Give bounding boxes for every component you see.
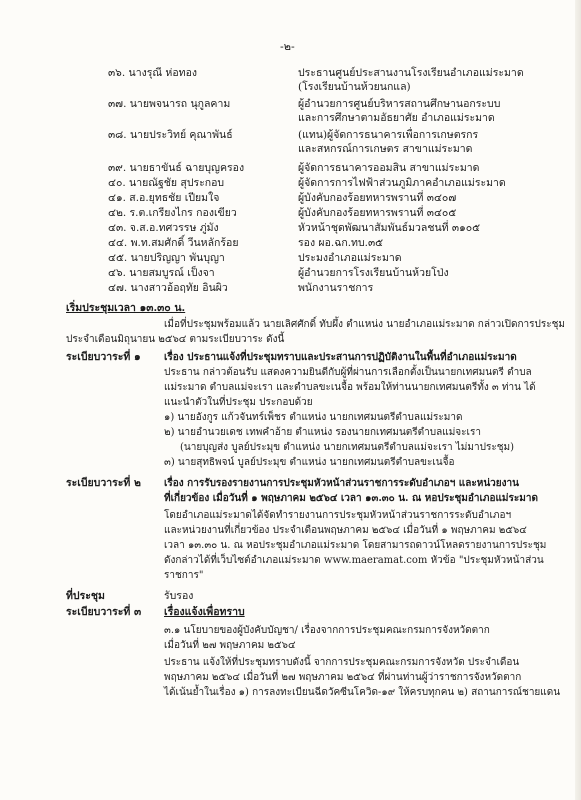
attendee-position: ผู้อำนวยการศูนย์บริหารสถานศึกษานอกระบบ	[298, 98, 501, 110]
agenda-2-text: โดยอำเภอแม่ระมาดได้จัดทำรายงานการประชุมหัวหน้าส่วนราชการระดับอำเภอฯ	[164, 510, 512, 521]
agenda-1-text: แนะนำตัวในที่ประชุม ประกอบด้วย	[164, 397, 313, 408]
meeting-result-label: ที่ประชุม	[66, 590, 105, 602]
agenda-3-text: ๓.๑ นโยบายของผู้บังคับบัญชา/ เรื่องจากการประชุมคณะกรมการจังหวัดตาก	[164, 625, 490, 636]
meeting-start-text: เมื่อที่ประชุมพร้อมแล้ว นายเลิศศักดิ์ ทับผึ้ง ตำแหน่ง นายอำเภอแม่ระมาด กล่าวเปิดการประชุม	[164, 319, 565, 330]
meeting-result-value: รับรอง	[164, 590, 194, 602]
agenda-1-text: ๒) นายอำนวยเดช เทพคำอ้าย ตำแหน่ง รองนายกเทศมนตรีตำบลแม่จะเรา	[164, 427, 481, 438]
agenda-1-text: ๑) นายอังกูร แก้วจันทร์เพ็ชร ตำแหน่ง นายกเทศมนตรีตำบลแม่ระมาด	[164, 412, 463, 423]
agenda-3-title: เรื่องแจ้งเพื่อทราบ	[164, 606, 245, 618]
attendee-name: ๔๓. จ.ส.อ.ทศวรรษ ภู่มัง	[108, 222, 219, 234]
agenda-3-text: เมื่อวันที่ ๒๗ พฤษภาคม ๒๕๖๔	[164, 640, 296, 651]
agenda-3-text: ประธาน แจ้งให้ที่ประชุมทราบดังนี้ จากการประชุมคณะกรมการจังหวัด ประจำเดือน	[164, 657, 520, 668]
agenda-2-label: ระเบียบวาระที่ ๒	[66, 477, 141, 489]
agenda-2-text: ดังกล่าวได้ที่เว็บไซต์อำเภอแม่ระมาด www.maeramat.com หัวข้อ "ประชุมหัวหน้าส่วน	[164, 555, 544, 566]
attendee-name: ๓๙. นายธาขันธ์ ฉายบุญครอง	[108, 162, 245, 174]
agenda-1-title: เรื่อง ประธานแจ้งที่ประชุมทราบและประสานการปฏิบัติงานในพื้นที่อำเภอแม่ระมาด	[164, 352, 517, 363]
attendee-name: ๔๒. ร.ต.เกรียงไกร กองเขียว	[108, 207, 237, 219]
attendee-name: ๓๖. นางรุณี ห่อทอง	[108, 67, 198, 79]
agenda-1-text: แม่ระมาด ตำบลแม่จะเรา และตำบลขะเนจื้อ พร้อมให้ท่านนายกเทศมนตรีทั้ง ๓ ท่าน ได้	[164, 382, 536, 393]
attendee-position: ผู้จัดการธนาคารออมสิน สาขาแม่ระมาด	[298, 162, 480, 174]
attendee-position: ผู้บังคับกองร้อยทหารพรานที่ ๓๔๐๕	[298, 207, 457, 219]
agenda-2-title: เรื่อง การรับรองรายงานการประชุมหัวหน้าส่วนราชการระดับอำเภอฯ และหน่วยงาน	[164, 478, 519, 489]
agenda-3-text: พฤษภาคม ๒๕๖๔ เมื่อวันที่ ๒๗ พฤษภาคม ๒๕๖๔ ที่ผ่านท่านผู้ว่าราชการจังหวัดตาก	[164, 672, 522, 683]
agenda-2-text: เวลา ๑๓.๓๐ น. ณ หอประชุมอำเภอแม่ระมาด โดยสามารถดาวน์โหลดรายงานการประชุม	[164, 540, 547, 551]
attendee-name: ๓๗. นายพจนารถ นุกูลคาม	[108, 98, 231, 110]
agenda-1-label: ระเบียบวาระที่ ๑	[66, 351, 141, 363]
attendee-position: ผู้อำนวยการโรงเรียนบ้านห้วยโป่ง	[298, 267, 449, 279]
attendee-position: (แทน)ผู้จัดการธนาคารเพื่อการเกษตรกร	[298, 129, 479, 141]
attendee-position: และการศึกษาตามอัธยาศัย อำเภอแม่ระมาด	[298, 112, 495, 124]
agenda-2-title: ที่เกี่ยวข้อง เมื่อวันที่ ๑ พฤษภาคม ๒๕๖๔ เวลา ๑๓.๓๐ น. ณ หอประชุมอำเภอแม่ระมาด	[164, 493, 538, 504]
attendee-name: ๔๗. นางสาวอ้อฤทัย อินผิว	[108, 282, 228, 294]
attendee-name: ๔๐. นายณัฐชัย สุประกอบ	[108, 177, 225, 189]
attendee-position: ผู้บังคับกองร้อยทหารพรานที่ ๓๔๐๗	[298, 192, 457, 204]
agenda-3-text: ได้เน้นย้ำในเรื่อง ๑) การลงทะเบียนฉีดวัคซีนโควิด-๑๙ ให้ครบทุกคน ๒) สถานการณ์ชายแดน	[164, 687, 561, 698]
attendee-position: ประมงอำเภอแม่ระมาด	[298, 252, 402, 264]
agenda-3-label: ระเบียบวาระที่ ๓	[66, 606, 142, 618]
attendee-name: ๔๖. นายสมบูรณ์ เป็งจา	[108, 267, 215, 279]
attendee-position: (โรงเรียนบ้านห้วยนกแล)	[298, 81, 411, 93]
scan-edge	[575, 0, 581, 800]
attendee-position: ประธานศูนย์ประสานงานโรงเรียนอำเภอแม่ระมาด	[298, 67, 524, 79]
meeting-start-text: ประจำเดือนมิถุนายน ๒๕๖๔ ตามระเบียบวาระ ดังนี้	[66, 334, 285, 345]
attendee-name: ๔๑. ส.อ.ยุทธชัย เปียมใจ	[108, 192, 220, 204]
page-number: -๒-	[280, 40, 295, 53]
attendee-position: และสหกรณ์การเกษตร สาขาแม่ระมาด	[298, 143, 473, 155]
agenda-2-text: ราชการ"	[164, 570, 204, 581]
attendee-name: ๔๕. นายปริญญา พันบุญา	[108, 252, 225, 264]
attendee-name: ๓๘. นายประวิทย์ คุณาพันธ์	[108, 129, 233, 141]
attendee-name: ๔๔. พ.ท.สมศักดิ์ วีนหลักร้อย	[108, 237, 239, 249]
agenda-1-text: (นายบุญส่ง บูลย์ประมุข ตำแหน่ง นายกเทศมนตรีตำบลแม่จะเรา ไม่มาประชุม)	[180, 442, 514, 453]
agenda-1-text: ประธาน กล่าวต้อนรับ แสดงความยินดีกับผู้ที่ผ่านการเลือกตั้งเป็นนายกเทศมนตรี ตำบล	[164, 367, 532, 378]
attendee-position: พนักงานราชการ	[298, 282, 374, 294]
agenda-2-text: และหน่วยงานที่เกี่ยวข้อง ประจำเดือนพฤษภาคม ๒๕๖๔ เมื่อวันที่ ๑ พฤษภาคม ๒๕๖๔	[164, 525, 527, 536]
meeting-start-label: เริ่มประชุมเวลา ๑๓.๓๐ น.	[66, 302, 186, 314]
agenda-1-text: ๓) นายสุทธิพจน์ บูลย์ประมุข ตำแหน่ง นายกเทศมนตรีตำบลขะเนจื้อ	[164, 457, 455, 468]
attendee-position: ผู้จัดการการไฟฟ้าส่วนภูมิภาคอำเภอแม่ระมาด	[298, 177, 506, 189]
attendee-position: รอง ผอ.ฉก.ทบ.๓๕	[298, 237, 384, 249]
attendee-position: หัวหน้าชุดพัฒนาสัมพันธ์มวลชนที่ ๓๑๐๕	[298, 222, 481, 234]
